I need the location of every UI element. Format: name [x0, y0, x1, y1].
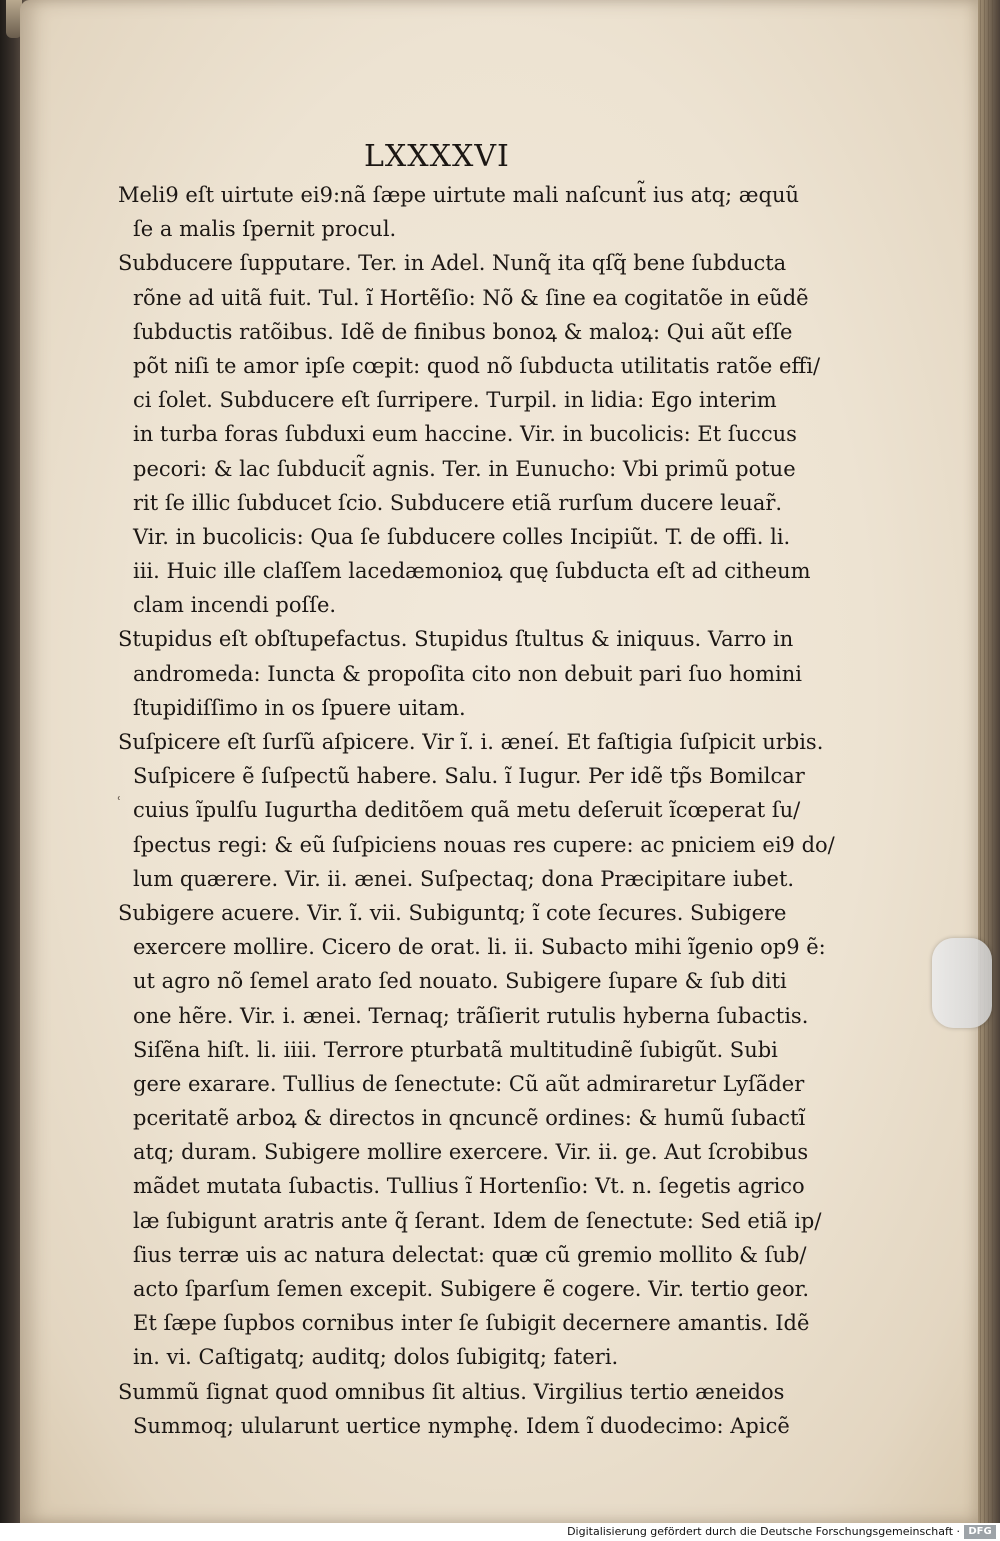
- text-line: põt niſi te amor ipſe cœpit: quod nõ ſubducta utilitatis ratõe effi/: [133, 353, 821, 378]
- text-line: andromeda: Iuncta & propoſita cito non debuit pari ſuo homini: [133, 661, 802, 686]
- dfg-logo: DFG: [964, 1525, 996, 1539]
- text-line: Meli9 eſt uirtute ei9:nã ſæpe uirtute mali naſcunt̃ ius atq; æquũ: [118, 183, 800, 207]
- text-line: ci ſolet. Subducere eſt ſurripere. Turpil. in lidia: Ego interim: [133, 388, 777, 413]
- page-text: [118, 178, 938, 1443]
- entry-headword-line: Suſpicere eſt ſurſũ aſpicere. Vir ĩ. i. æneí. Et faſtigia ſuſpicit urbis.: [118, 730, 824, 754]
- text-line: ſubductis ratõibus. Idẽ de finibus bonoꝝ & maloꝝ: Qui aũt eſſe: [133, 319, 793, 344]
- text-line: Vir. in bucolicis: Qua ſe ſubducere colles Incipiũt. T. de offi. li.: [133, 524, 791, 549]
- text-line: Siſẽna hiſt. li. iiii. Terrore pturbatã multitudinẽ ſubigũt. Subi: [133, 1037, 778, 1062]
- text-line: exercere mollire. Cicero de orat. li. ii. Subacto mihi ĩgenio op9 ẽ:: [133, 935, 826, 960]
- footer-bar: [0, 1523, 1000, 1541]
- text-line: rit ſe illic ſubducet ſcio. Subducere etiã rurſum ducere leuar̃.: [133, 490, 783, 515]
- entry-headword-line: Subigere acuere. Vir. ĩ. vii. Subiguntq; ĩ cote ſecures. Subigere: [118, 900, 787, 925]
- margin-mark: ʿ: [117, 795, 122, 811]
- text-line: ſe a malis ſpernit procul.: [133, 217, 397, 242]
- text-line: lum quærere. Vir. ii. ænei. Suſpectaq; dona Præcipitare iubet.: [133, 866, 795, 891]
- text-line: Summoq; ulularunt uertice nymphę. Idem ĩ duodecimo: Apicẽ: [133, 1413, 790, 1438]
- text-line: gere exarare. Tullius de ſenectute: Cũ aũt admiraretur Lyſãder: [133, 1071, 805, 1096]
- text-line: iii. Huic ille claſſem lacedæmonioꝝ quę ſubducta eſt ad citheum: [133, 559, 811, 584]
- entry-headword-line: Stupidus eſt obſtupefactus. Stupidus ſtultus & iniquus. Varro in: [118, 627, 794, 652]
- text-line: one hẽre. Vir. i. ænei. Ternaq; trãſierit rutulis hyberna ſubactis.: [133, 1003, 809, 1028]
- entry-headword-line: Summũ ſignat quod omnibus ſit altius. Virgilius tertio æneidos: [118, 1379, 785, 1404]
- text-line: clam incendi poſſe.: [133, 593, 337, 618]
- text-line: Suſpicere ẽ ſuſpectũ habere. Salu. ĩ Iugur. Per idẽ tp̃s Bomilcar: [133, 764, 805, 789]
- text-line: acto ſparſum ſemen excepit. Subigere ẽ cogere. Vir. tertio geor.: [133, 1277, 810, 1301]
- entry-headword-line: Subducere ſupputare. Ter. in Adel. Nunq̃ ita qſq̃ bene ſubducta: [118, 251, 787, 276]
- text-line: ſpectus regi: & eũ ſuſpiciens nouas res cupere: ac pniciem ei9 do/: [133, 832, 835, 857]
- text-line: pecori: & lac ſubducit̃ agnis. Ter. in Eunucho: Vbi primũ potue: [133, 456, 796, 481]
- text-line: in. vi. Caſtigatq; auditq; dolos ſubigitq; fateri.: [133, 1345, 619, 1370]
- text-line: læ ſubigunt aratris ante q̃ ſerant. Idem de ſenectute: Sed etiã ip/: [133, 1208, 822, 1233]
- funding-credit: Digitalisierung gefördert durch die Deutsche Forschungsgemeinschaft ·: [567, 1525, 960, 1538]
- text-line: Et ſæpe ſupbos cornibus inter ſe ſubigit decernere amantis. Idẽ: [133, 1311, 810, 1336]
- text-line: pceritatẽ arboꝝ & directos in qncuncẽ ordines: & humũ ſubactĩ: [133, 1106, 806, 1131]
- text-line: ut agro nõ ſemel arato ſed nouato. Subigere ſupare & ſub diti: [133, 969, 787, 994]
- text-line: ſtupidiſſimo in os ſpuere uitam.: [133, 695, 466, 720]
- text-line: cuius ĩpulſu Iugurtha deditõem quã metu deſeruit ĩcœperat ſu/: [133, 798, 801, 823]
- page-marker-tab: [932, 938, 992, 1028]
- folio-number: LXXXXVI: [364, 139, 510, 174]
- text-line: in turba foras ſubduxi eum haccine. Vir. in bucolicis: Et ſuccus: [133, 422, 797, 447]
- text-line: rõne ad uitã fuit. Tul. ĩ Hortẽſio: Nõ & ſine ea cogitatõe in eũdẽ: [133, 285, 809, 310]
- text-line: atq; duram. Subigere mollire exercere. Vir. ii. ge. Aut ſcrobibus: [133, 1140, 809, 1165]
- text-line: mãdet mutata ſubactis. Tullius ĩ Hortenſio: Vt. n. ſegetis agrico: [133, 1174, 805, 1199]
- text-line: ſius terræ uis ac natura delectat: quæ cũ gremio mollito & ſub/: [133, 1242, 807, 1267]
